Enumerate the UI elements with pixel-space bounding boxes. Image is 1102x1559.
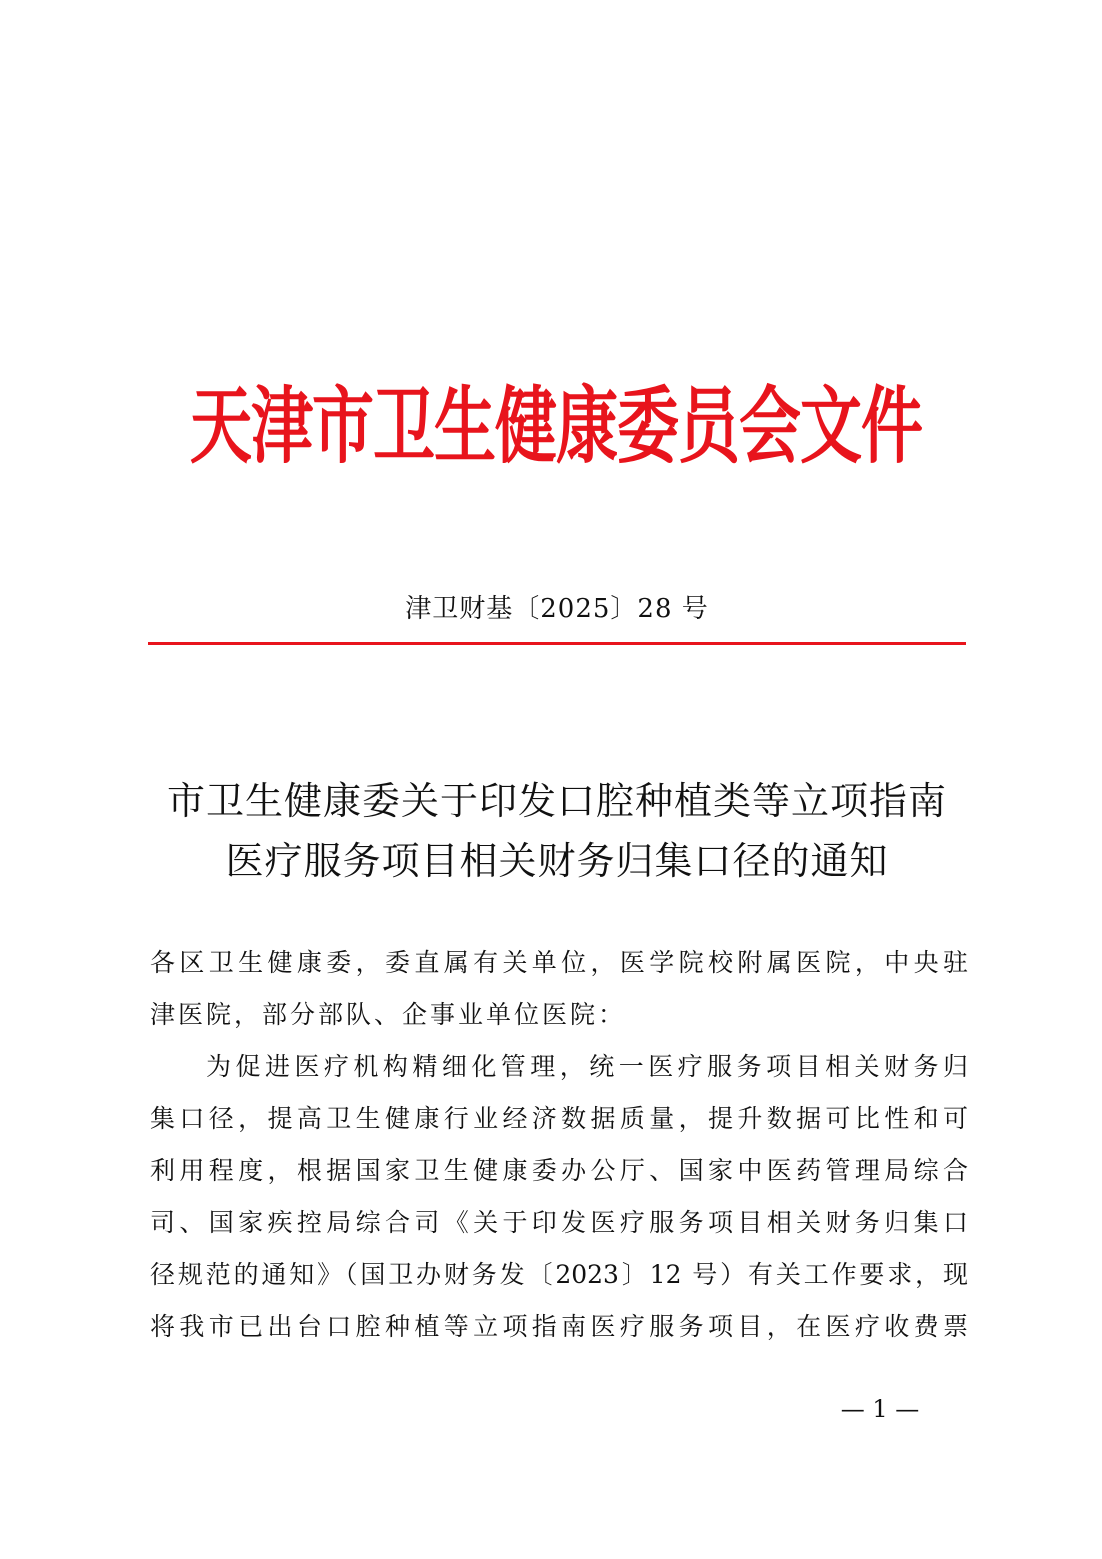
document-number: 津卫财基〔2025〕28 号	[405, 594, 709, 624]
body-line: 为促进医疗机构精细化管理，统一医疗服务项目相关财务归	[206, 1052, 968, 1081]
body-line: 司、国家疾控局综合司《关于印发医疗服务项目相关财务归集口	[150, 1208, 968, 1237]
red-divider	[148, 642, 966, 645]
body-line: 径规范的通知》（国卫办财务发〔2023〕12 号）有关工作要求，现	[150, 1260, 968, 1289]
body-line: 利用程度，根据国家卫生健康委办公厅、国家中医药管理局综合	[150, 1156, 968, 1185]
issuer-title: 天津市卫生健康委员会文件	[190, 376, 923, 476]
body-line: 将我市已出台口腔种植等立项指南医疗服务项目，在医疗收费票	[150, 1312, 968, 1341]
body-line: 集口径，提高卫生健康行业经济数据质量，提升数据可比性和可	[150, 1104, 968, 1133]
page-number: — 1 —	[840, 1395, 920, 1423]
document-title-line-1: 市卫生健康委关于印发口腔种植类等立项指南	[166, 779, 947, 823]
document-title-line-2: 医疗服务项目相关财务归集口径的通知	[225, 839, 889, 883]
body-line: 津医院，部分部队、企事业单位医院：	[150, 1000, 627, 1029]
body-line: 各区卫生健康委，委直属有关单位，医学院校附属医院，中央驻	[150, 948, 968, 977]
